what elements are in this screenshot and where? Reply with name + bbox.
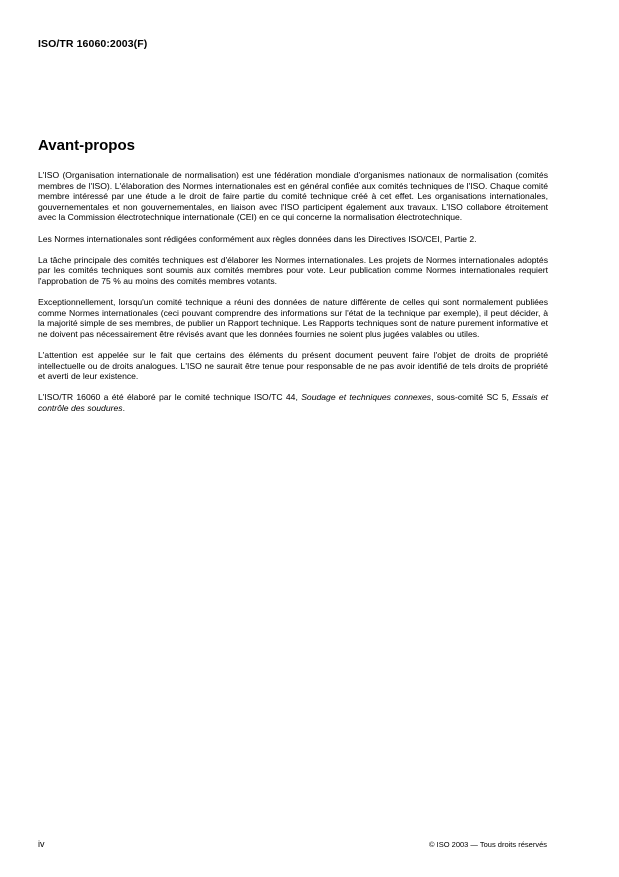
page-number: iv	[38, 839, 45, 849]
paragraph-directives: Les Normes internationales sont rédigées conformément aux règles données dans les Directives ISO/CEI, Partie 2.	[38, 233, 477, 244]
paragraph-technical-committees: La tâche principale des comités techniques est d'élaborer les Normes internationales. Les projets de Normes internationales adoptés par les comités techniques sont soumis aux comités membres pour vote. Leur publication comme Normes internationales requiert l'approbation de 75 % au moins des comités membres votants.	[38, 254, 548, 286]
preparation-intro: L'ISO/TR 16060 a été élaboré par le comité technique ISO/TC 44,	[38, 392, 298, 403]
subcommittee-ref: , sous-comité SC 5,	[431, 392, 509, 403]
foreword-body	[38, 170, 548, 424]
document-id: ISO/TR 16060:2003(F)	[38, 38, 148, 50]
committee-title: Soudage et techniques connexes	[301, 392, 432, 403]
subcommittee-title: Essais et contrôle des soudures	[38, 392, 549, 414]
paragraph-preparation	[38, 392, 548, 413]
copyright-notice: © ISO 2003 — Tous droits réservés	[429, 840, 547, 849]
paragraph-patent-rights: L'attention est appelée sur le fait que certains des éléments du présent document peuvent faire l'objet de droits de propriété intellectuelle ou de droits analogues. L'ISO ne saurait être tenue pour responsable de ne pas avoir identifié de tels droits de propriété et averti de leur existence.	[38, 350, 548, 382]
paragraph-technical-reports: Exceptionnellement, lorsqu'un comité technique a réuni des données de nature différente de celles qui sont normalement publiées comme Normes internationales (ceci pouvant comprendre des informations sur l'état de la technique par exemple), il peut décider, à la majorité simple de ses membres, de publier un Rapport technique. Les Rapports techniques sont de nature purement informative et ne doivent pas nécessairement être révisés avant que les données fournies ne soient plus jugées valables ou utiles.	[38, 297, 548, 339]
preparation-end: .	[122, 403, 125, 414]
section-title: Avant-propos	[38, 137, 135, 154]
paragraph-iso-organisation: L'ISO (Organisation internationale de normalisation) est une fédération mondiale d'organismes nationaux de normalisation (comités membres de l'ISO). L'élaboration des Normes internationales est en général confiée aux comités techniques de l'ISO. Chaque comité membre intéressé par une étude a le droit de faire partie du comité technique créé à cet effet. Les organisations internationales, gouvernementales et non gouvernementales, en liaison avec l'ISO participent également aux travaux. L'ISO collabore étroitement avec la Commission électrotechnique internationale (CEI) en ce qui concerne la normalisation électrotechnique.	[38, 170, 548, 223]
